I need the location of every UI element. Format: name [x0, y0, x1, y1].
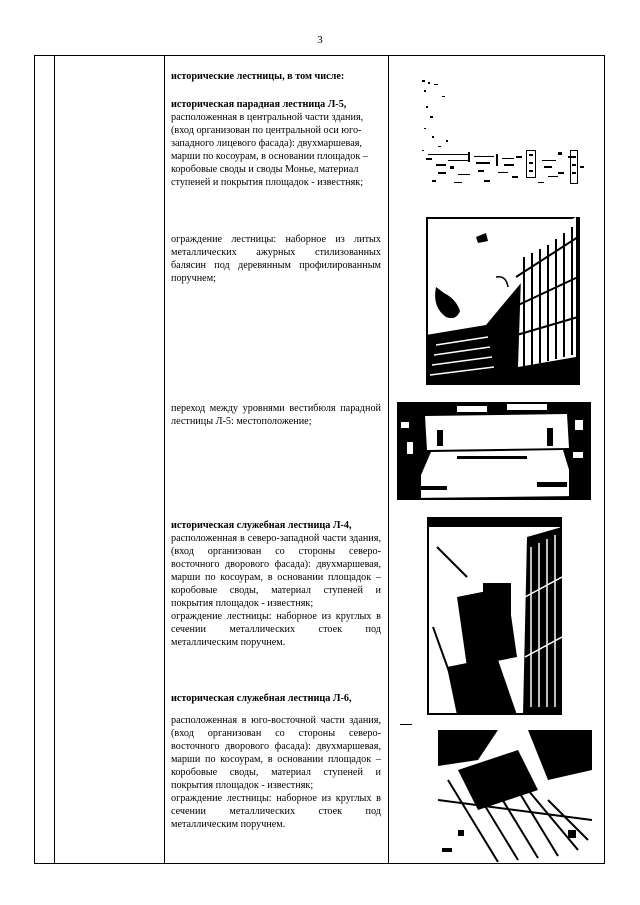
service-stair-l6-title: историческая служебная лестница Л-6, [171, 693, 352, 704]
column-divider-1 [54, 55, 55, 864]
section-historic-stairs [171, 70, 381, 83]
section-service-stair-l6 [171, 692, 381, 831]
service-stair-l4-photo [427, 517, 562, 715]
section-vestibule [171, 402, 381, 428]
column-divider-2 [164, 55, 165, 864]
section-main-stair-railing [171, 233, 381, 285]
section-main-stair-l5 [171, 98, 381, 189]
main-stair-title: историческая парадная лестница Л-5, [171, 99, 347, 110]
main-stair-railing: ограждение лестницы: наборное из литых металлических ажурных стилизованных балясин под деревянным профилированным поручнем; [171, 234, 381, 284]
section-service-stair-l4 [171, 519, 381, 649]
service-stair-l4-description: расположенная в северо-западной части здания, (вход организован со стороны северо-восточного дворового фасада): двухмаршевая, марши по косоурам, в основании площадок – коробовые своды, материал ступеней и покрытия площадок - известняк; [171, 533, 381, 609]
floor-plan-image [418, 76, 590, 194]
service-stair-l4-railing: ограждение лестницы: наборное из круглых в сечении металлических стоек под металлическим поручнем. [171, 611, 381, 648]
service-stair-l6-railing: ограждение лестницы: наборное из круглых в сечении металлических стоек под металлическим поручнем. [171, 793, 381, 830]
main-stair-description: расположенная в центральной части здания, (вход организован по центральной оси юго-западного лицевого фасада): двухмаршевая, марши по косоурам, в основании площадок – коробовые своды и своды Монье, материал ступеней и покрытия площадок - известняк; [171, 112, 368, 188]
vestibule-transition: переход между уровнями вестибюля парадной лестницы Л-5: местоположение; [171, 403, 381, 427]
column-divider-3 [388, 55, 389, 864]
main-stair-photo [426, 217, 580, 385]
service-stair-l6-description: расположенная в юго-восточной части здания, (вход организован со стороны северо-восточного дворового фасада): двухмаршевая, марши по косоурам, в основании площадок – коробовые своды, материал ступеней и покрытия площадок - известняк; [171, 715, 381, 791]
service-stair-l4-title: историческая служебная лестница Л-4, [171, 520, 352, 531]
service-stair-l6-photo [438, 730, 592, 862]
page-number: 3 [317, 34, 323, 46]
marker-dash [400, 724, 412, 725]
historic-stairs-heading: исторические лестницы, в том числе: [171, 71, 345, 82]
vestibule-photo [397, 402, 591, 500]
